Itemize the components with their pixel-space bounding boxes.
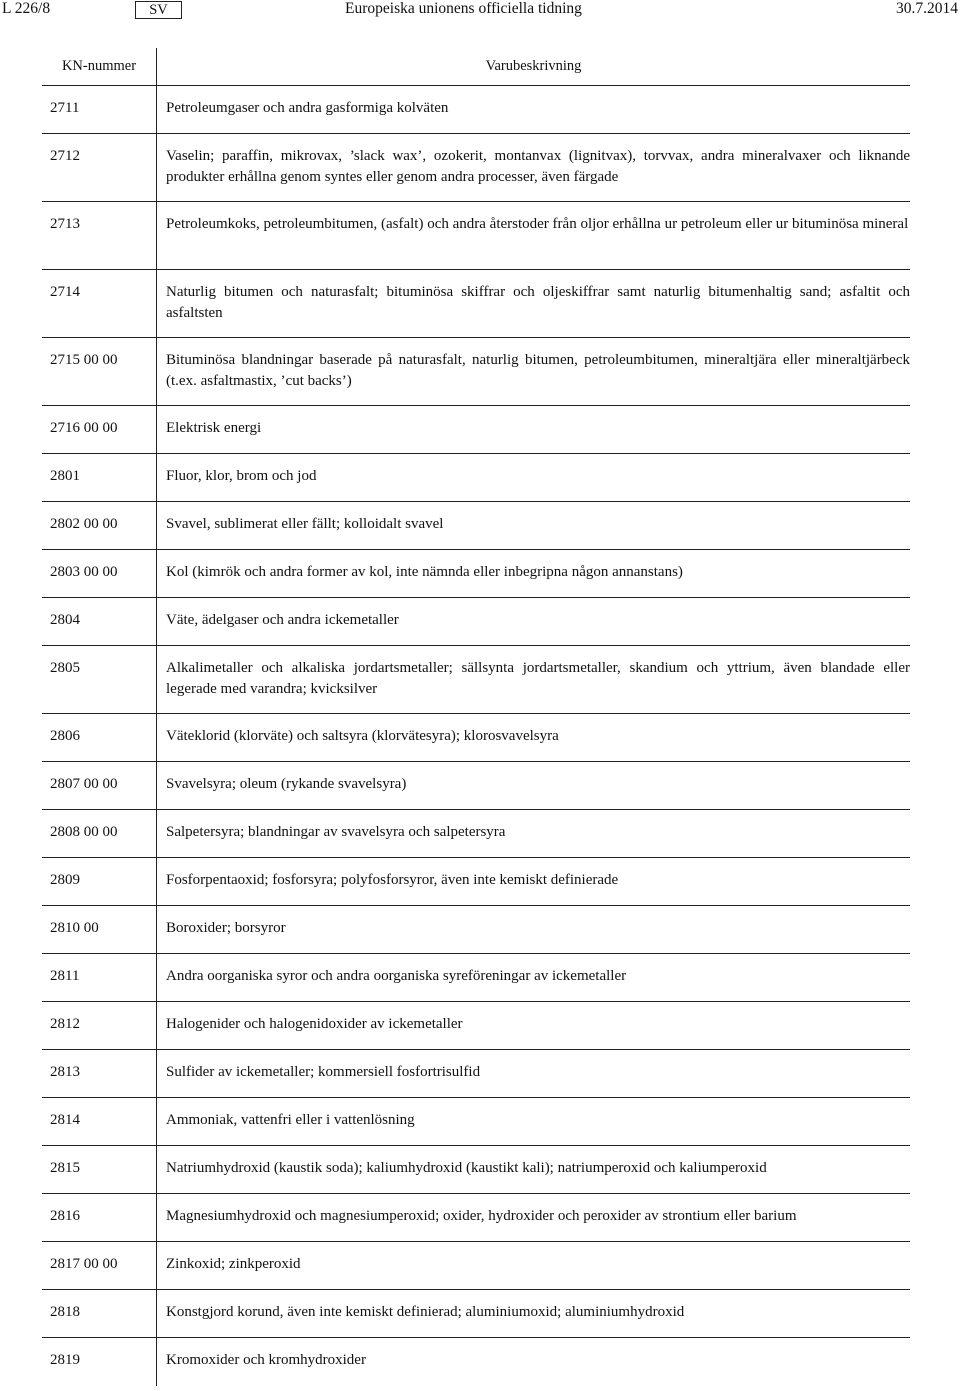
table-row: [42, 1194, 910, 1242]
description-cell: Alkalimetaller och alkaliska jordartsmetaller; sällsynta jordartsmetaller, skandium och yttrium, även blandade eller legerade med varandra; kvicksilver: [166, 660, 910, 697]
description-cell: Svavel, sublimerat eller fällt; kolloidalt svavel: [166, 516, 444, 532]
table-row: [42, 858, 910, 906]
publication-date: 30.7.2014: [896, 0, 958, 17]
kn-code-cell: 2712: [50, 148, 80, 164]
table-row: [42, 714, 910, 762]
table-header-row: [42, 48, 910, 86]
kn-code-cell: 2816: [50, 1208, 80, 1224]
kn-code-cell: 2714: [50, 284, 80, 300]
description-cell: Svavelsyra; oleum (rykande svavelsyra): [166, 776, 407, 792]
journal-title: Europeiska unionens officiella tidning: [345, 0, 582, 17]
kn-code-cell: 2716 00 00: [50, 420, 118, 436]
kn-code-cell: 2802 00 00: [50, 516, 118, 532]
table-row: [42, 270, 910, 338]
table-row: [42, 1290, 910, 1338]
description-cell: Vaselin; paraffin, mikrovax, ’slack wax’, ozokerit, montanvax (lignitvax), torvvax, andra mineralvaxer och liknande produkter erhållna genom syntes eller genom andra processer, även färgade: [166, 148, 910, 185]
kn-code-cell: 2711: [50, 100, 80, 116]
table-row: [42, 86, 910, 134]
table-row: [42, 1002, 910, 1050]
table-row: [42, 598, 910, 646]
table-row: [42, 1242, 910, 1290]
table-row: [42, 762, 910, 810]
table-row: [42, 454, 910, 502]
table-row: [42, 550, 910, 598]
description-cell: Fluor, klor, brom och jod: [166, 468, 317, 484]
kn-code-cell: 2807 00 00: [50, 776, 118, 792]
description-cell: Boroxider; borsyror: [166, 920, 286, 936]
table-row: [42, 1050, 910, 1098]
description-cell: Bituminösa blandningar baserade på naturasfalt, naturlig bitumen, petroleumbitumen, mineraltjära eller mineraltjärbeck (t.ex. asfaltmastix, ’cut backs’): [166, 352, 910, 389]
language-code-box: SV: [135, 1, 182, 19]
table-row: [42, 202, 910, 270]
kn-code-cell: 2812: [50, 1016, 80, 1032]
description-cell: Salpetersyra; blandningar av svavelsyra och salpetersyra: [166, 824, 506, 840]
description-cell: Ammoniak, vattenfri eller i vattenlösning: [166, 1112, 415, 1128]
kn-code-cell: 2715 00 00: [50, 352, 118, 368]
table-row: [42, 906, 910, 954]
kn-code-cell: 2801: [50, 468, 80, 484]
kn-code-table: [42, 48, 910, 1391]
column-header-kn-number: KN-nummer: [61, 58, 137, 74]
description-cell: Sulfider av ickemetaller; kommersiell fosfortrisulfid: [166, 1064, 481, 1080]
table-row: [42, 1338, 910, 1391]
kn-code-cell: 2804: [50, 612, 80, 628]
kn-code-cell: 2811: [50, 968, 80, 984]
column-header-description: Varubeskrivning: [485, 58, 582, 74]
description-cell: Magnesiumhydroxid och magnesiumperoxid; oxider, hydroxider och peroxider av strontium eller barium: [166, 1208, 797, 1224]
description-cell: Naturlig bitumen och naturasfalt; bituminösa skiffrar och oljeskiffrar samt naturlig bitumenhaltig sand; asfaltit och asfaltsten: [166, 284, 910, 321]
kn-code-cell: 2813: [50, 1064, 80, 1080]
table-row: [42, 954, 910, 1002]
table-row: [42, 1146, 910, 1194]
description-cell: Petroleumgaser och andra gasformiga kolväten: [166, 100, 449, 116]
description-cell: Petroleumkoks, petroleumbitumen, (asfalt) och andra återstoder från oljor erhållna ur petroleum eller ur bituminösa mineral: [166, 216, 909, 232]
kn-code-cell: 2808 00 00: [50, 824, 118, 840]
table-row: [42, 338, 910, 406]
kn-code-cell: 2803 00 00: [50, 564, 118, 580]
running-header: [0, 0, 960, 20]
table-row: [42, 646, 910, 714]
description-cell: Natriumhydroxid (kaustik soda); kaliumhydroxid (kaustikt kali); natriumperoxid och kaliumperoxid: [166, 1160, 767, 1176]
description-cell: Kol (kimrök och andra former av kol, inte nämnda eller inbegripna någon annanstans): [166, 564, 683, 580]
kn-code-cell: 2810 00: [50, 920, 99, 936]
kn-code-cell: 2806: [50, 728, 80, 744]
kn-code-cell: 2819: [50, 1352, 80, 1368]
page-reference: L 226/8: [2, 0, 51, 17]
description-cell: Halogenider och halogenidoxider av ickemetaller: [166, 1016, 463, 1032]
kn-code-cell: 2805: [50, 660, 80, 676]
description-cell: Konstgjord korund, även inte kemiskt definierad; aluminiumoxid; aluminiumhydroxid: [166, 1304, 685, 1320]
kn-code-cell: 2817 00 00: [50, 1256, 118, 1272]
table-row: [42, 810, 910, 858]
table-row: [42, 502, 910, 550]
description-cell: Väteklorid (klorväte) och saltsyra (klorvätesyra); klorosvavelsyra: [166, 728, 559, 744]
kn-code-cell: 2815: [50, 1160, 80, 1176]
table-body: [42, 86, 910, 1391]
description-cell: Zinkoxid; zinkperoxid: [166, 1256, 301, 1272]
kn-code-cell: 2713: [50, 216, 80, 232]
kn-code-cell: 2818: [50, 1304, 80, 1320]
description-cell: Elektrisk energi: [166, 420, 262, 436]
description-cell: Kromoxider och kromhydroxider: [166, 1352, 366, 1368]
table-row: [42, 406, 910, 454]
description-cell: Fosforpentaoxid; fosforsyra; polyfosforsyror, även inte kemiskt definierade: [166, 872, 619, 888]
kn-code-cell: 2814: [50, 1112, 80, 1128]
table-row: [42, 134, 910, 202]
description-cell: Väte, ädelgaser och andra ickemetaller: [166, 612, 399, 628]
kn-code-cell: 2809: [50, 872, 80, 888]
description-cell: Andra oorganiska syror och andra oorganiska syreföreningar av ickemetaller: [166, 968, 627, 984]
table-row: [42, 1098, 910, 1146]
